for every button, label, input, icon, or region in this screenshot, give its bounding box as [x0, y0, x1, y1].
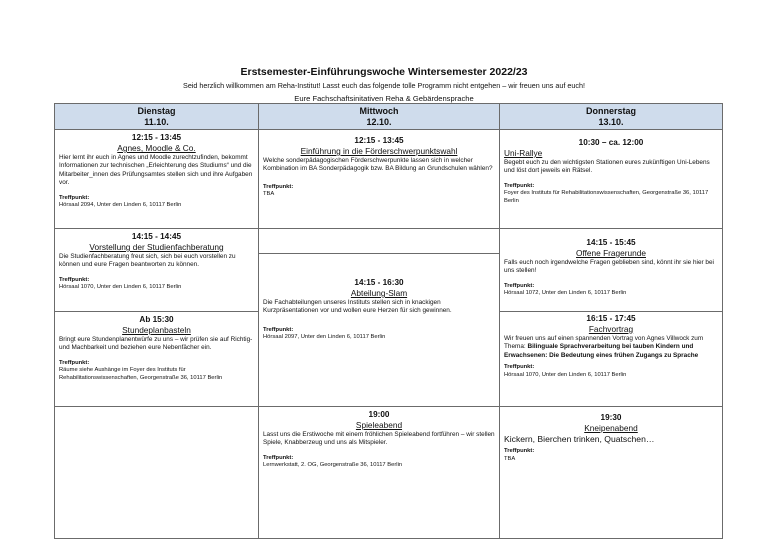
event-time: 14:15 - 15:45 [586, 238, 636, 247]
event-location: Lernwerkstatt, 2. OG, Georgenstraße 36, 10117 Berlin [263, 462, 403, 469]
event-description: Lasst uns die Erstiwoche mit einem fröhlichen Spieleabend fortführen – wir stellen Spiele, Knabberzeug und uns als Mitspieler. [263, 431, 495, 447]
event-time: Ab 15:30 [139, 315, 174, 324]
event-location: Foyer des Instituts für Rehabilitationswissenschaften, Georgenstraße 36, 10117 Berlin [504, 190, 709, 204]
treffpunkt-label: Treffpunkt: [263, 183, 294, 190]
event-title: Uni-Rallye [504, 148, 543, 158]
event-description: Falls euch noch irgendwelche Fragen geblieben sind, könnt ihr sie hier bei uns stellen! [504, 259, 714, 275]
treffpunkt-label: Treffpunkt: [263, 326, 294, 333]
day-name: Dienstag [137, 106, 176, 116]
event-thu-uni-rallye [499, 129, 723, 229]
treffpunkt-label: Treffpunkt: [504, 448, 535, 454]
day-date: 11.10. [144, 117, 169, 127]
event-description: Die Fachabteilungen unseres Instituts stellen sich in knackigen Kurzpräsentationen vor und wollen eure Herzen für sich gewinnen. [263, 299, 452, 315]
page-title: Erstsemester-Einführungswoche Wintersemester 2022/23 [240, 66, 528, 78]
treffpunkt-label: Treffpunkt: [504, 182, 535, 189]
event-title: Vorstellung der Studienfachberatung [89, 242, 224, 252]
event-location: TBA [504, 455, 516, 462]
event-description: Die Studienfachberatung freut sich, sich bei euch vorstellen zu können und eure Fragen beantworten zu können. [59, 253, 236, 269]
talk-topic: Bilinguale Sprachverarbeitung bei tauben Kindern und Erwachsenen: Die Bedeutung eines frühen Zugangs zu Sprache [504, 343, 699, 359]
event-time: 12:15 - 13:45 [354, 136, 404, 145]
event-wed-abteilung-slam [258, 228, 500, 407]
treffpunkt-label: Treffpunkt: [263, 454, 294, 461]
day-name: Donnerstag [585, 106, 636, 116]
talk-intro: Wir freuen uns auf einen spannenden Vortrag von Agnes Villwock zum Thema: [504, 335, 704, 351]
event-title: Offene Fragerunde [576, 248, 646, 258]
treffpunkt-label: Treffpunkt: [504, 282, 535, 289]
day-date: 13.10. [598, 117, 624, 127]
event-location: Hörsaal 1072, Unter den Linden 6, 10117 Berlin [504, 290, 627, 297]
event-description: Kickern, Bierchen trinken, Quatschen… [504, 434, 655, 444]
event-title: Fachvortrag [588, 324, 634, 334]
event-time: 19:00 [368, 410, 390, 419]
event-description: Begebt euch zu den wichtigsten Stationen eures zukünftigen Uni-Lebens und löst dort jeweils ein Rätsel. [504, 159, 710, 175]
event-location: TBA [263, 191, 275, 198]
event-time: 14:15 - 14:45 [131, 232, 182, 241]
event-tue-stundenplan [54, 311, 259, 407]
empty-cell [54, 406, 259, 539]
event-description [504, 335, 718, 360]
event-thu-fachvortrag [499, 311, 723, 407]
event-title: Stundeplanbasteln [122, 325, 191, 335]
event-description: Bringt eure Stundenplanentwürfe zu uns – wir prüfen sie auf Richtig- und Machbarkeit und beziehen eure Nebenfächer ein. [59, 336, 253, 352]
event-thu-kneipenabend [499, 406, 723, 539]
event-location: Hörsaal 1070, Unter den Linden 6, 10117 Berlin [59, 284, 182, 291]
treffpunkt-label: Treffpunkt: [59, 194, 90, 201]
header-wednesday [258, 103, 500, 130]
event-title: Agnes, Moodle & Co. [117, 143, 196, 153]
event-location: Hörsaal 2097, Unter den Linden 6, 10117 Berlin [263, 334, 386, 341]
event-title: Kneipenabend [584, 423, 638, 433]
event-wed-spieleabend [258, 406, 500, 539]
header-thursday [499, 103, 723, 130]
event-time: 19:30 [600, 413, 622, 422]
event-time: 16:15 - 17:45 [586, 314, 636, 323]
event-title: Abteilung-Slam [350, 288, 408, 298]
treffpunkt-label: Treffpunkt: [59, 276, 90, 283]
event-description: Hier lernt ihr euch in Agnes und Moodle zurechtzufinden, bekommt Informationen zur technischen „Erleichterung des Studiums“ und die Mitarbeiter_innen des Prüfungsamtes stellen sich und ihre Aufgaben vor. [59, 154, 253, 187]
event-tue-agnes-moodle [54, 129, 259, 229]
treffpunkt-label: Treffpunkt: [59, 359, 90, 366]
event-time: 12:15 - 13:45 [131, 133, 182, 142]
event-title: Einführung in die Förderschwerpunktswahl [300, 146, 458, 156]
event-time: 14:15 - 16:30 [354, 278, 404, 287]
event-tue-studienfachberatung [54, 228, 259, 312]
event-location: Hörsaal 1070, Unter den Linden 6, 10117 Berlin [504, 371, 627, 378]
event-location: Räume siehe Aushänge im Foyer des Instituts für Rehabilitationswissenschaften, Georgenstraße 36, 10117 Berlin [59, 367, 223, 381]
day-name: Mittwoch [359, 106, 399, 116]
day-date: 12.10. [366, 117, 392, 127]
event-description: Welche sonderpädagogischen Förderschwerpunkte lassen sich in welcher Kombination im BA Sonderpädagogik bzw. BA Bildung an Grundschulen wählen? [263, 157, 493, 173]
header-tuesday [54, 103, 259, 130]
welcome-text: Seid herzlich willkommen am Reha-Institut! Lasst euch das folgende tolle Programm nicht entgehen – wir freuen uns auf euch! [183, 81, 585, 90]
schedule-table [54, 103, 768, 539]
event-time: 10:30 – ca. 12:00 [578, 138, 644, 147]
event-location: Hörsaal 2094, Unter den Linden 6, 10117 Berlin [59, 202, 182, 209]
event-thu-fragerunde [499, 228, 723, 312]
organizer-text: Eure Fachschaftsinitativen Reha & Gebärdensprache [294, 94, 474, 103]
treffpunkt-label: Treffpunkt: [504, 364, 535, 371]
event-title: Spieleabend [355, 420, 403, 430]
